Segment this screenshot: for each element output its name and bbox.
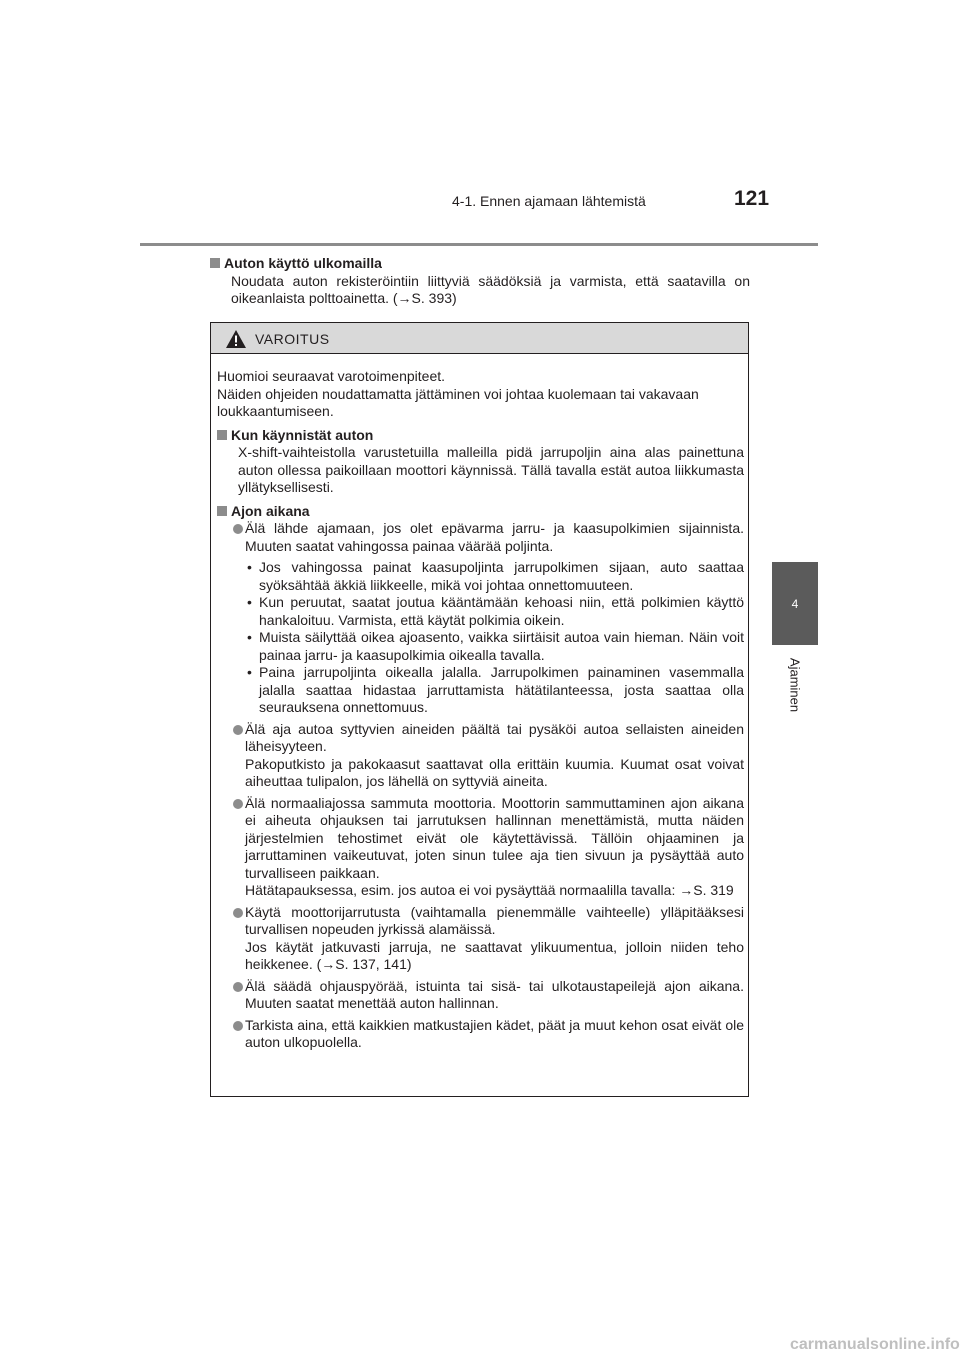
- watermark-text: carmanualsonline.info: [790, 1336, 960, 1353]
- driving-point-2: [217, 721, 744, 756]
- abroad-title: Auton käyttö ulkomailla: [224, 255, 382, 271]
- bullet-mark: •: [247, 664, 252, 680]
- warning-label: VAROITUS: [255, 331, 330, 347]
- chapter-tab[interactable]: [772, 562, 818, 645]
- start-text: X-shift-vaihteistolla varustetuilla malleilla pidä jarrupoljin aina alas painettuna auton ollessa paikoillaan moottori käynnissä. Tällä tavalla estät autoa liikkumasta yllätyksellisesti.: [238, 444, 744, 495]
- bullet-mark: •: [247, 559, 252, 575]
- chapter-number: 4: [791, 597, 799, 611]
- driving-point-4: [217, 904, 744, 939]
- driving-point-3: [217, 795, 744, 883]
- warning-body: [217, 368, 744, 1052]
- driving-point-2-text-b: Pakoputkisto ja pakokaasut saattavat olla erittäin kuumia. Kuumat osat voivat aiheuttaa tulipalon, jos lähellä on syttyviä aineita.: [245, 755, 744, 789]
- square-bullet-icon: [210, 258, 220, 268]
- driving-point-1-text: Älä lähde ajamaan, jos olet epävarma jarru- ja kaasupolkimien sijainnista. Muuten saatat vahingossa painaa väärää poljinta.: [245, 520, 744, 554]
- driving-subpoints: [217, 559, 744, 717]
- header-section-title: 4-1. Ennen ajamaan lähtemistä: [452, 193, 646, 209]
- header-rule: [140, 243, 818, 246]
- abroad-text: Noudata auton rekisteröintiin liittyviä säädöksiä ja varmista, että saatavilla on oikeanlaista polttoainetta. (→S. 393): [231, 272, 750, 306]
- driving-point-1: [217, 520, 744, 555]
- subpoint-1: [217, 559, 744, 594]
- subpoint-2: [217, 594, 744, 629]
- driving-point-2-text-a: Älä aja autoa syttyvien aineiden päältä tai pysäköi autoa sellaisten aineiden läheisyyteen.: [245, 720, 744, 754]
- subpoint-3-text: Muista säilyttää oikea ajoasento, vaikka siirtäisit autoa vain hieman. Näin voit painaa jarru- ja kaasupolkimia oikealla tavalla.: [259, 629, 744, 663]
- round-bullet-icon: [233, 799, 243, 809]
- warning-triangle-icon: [225, 329, 247, 349]
- driving-point-6-text: Tarkista aina, että kaikkien matkustajien kädet, päät ja muut kehon osat eivät ole auton ulkopuolella.: [245, 1016, 744, 1050]
- warning-header: [211, 323, 748, 354]
- subpoint-4: [217, 664, 744, 717]
- driving-point-5-text: Älä säädä ohjauspyörää, istuinta tai sisä- tai ulkotaustapeilejä ajon aikana. Muuten saatat menettää auton hallinnan.: [245, 977, 744, 1011]
- subpoint-2-text: Kun peruutat, saatat joutua kääntämään kehoasi niin, että polkimien käyttö hankaloituu. Varmista, että käytät polkimia oikein.: [259, 594, 744, 628]
- round-bullet-icon: [233, 908, 243, 918]
- abroad-section: [210, 255, 750, 308]
- page-number: 121: [734, 187, 770, 210]
- driving-heading: [217, 503, 744, 521]
- round-bullet-icon: [233, 982, 243, 992]
- driving-point-6: [217, 1017, 744, 1052]
- bullet-mark: •: [247, 629, 252, 645]
- driving-point-3-text-b: Hätätapauksessa, esim. jos autoa ei voi pysäyttää normaalilla tavalla: →S. 319: [245, 882, 734, 898]
- round-bullet-icon: [233, 524, 243, 534]
- warning-intro-2: Näiden ohjeiden noudattamatta jättäminen voi johtaa kuolemaan tai vakavaan loukkaantumiseen.: [217, 385, 699, 419]
- start-title: Kun käynnistät auton: [231, 426, 374, 443]
- driving-point-4-text-b: Jos käytät jatkuvasti jarruja, ne saattavat ylikuumentua, jolloin niiden teho heikkenee. (→S. 137, 141): [245, 938, 744, 972]
- round-bullet-icon: [233, 1021, 243, 1031]
- subpoint-4-text: Paina jarrupoljinta oikealla jalalla. Jarrupolkimen painaminen vasemmalla jalalla saattaa hidastaa jarruttamista hätätilanteessa, josta saattaa olla seurauksena onnettomuus.: [259, 664, 744, 715]
- start-heading: [217, 427, 744, 445]
- driving-point-4-text-a: Käytä moottorijarrutusta (vaihtamalla pienemmälle vaihteelle) ylläpitääksesi turvallisen nopeuden jyrkissä alamäissä.: [245, 903, 744, 937]
- chapter-title-vertical: [760, 650, 830, 720]
- warning-box: [210, 322, 749, 1097]
- bullet-mark: •: [247, 594, 252, 610]
- subpoint-3: [217, 629, 744, 664]
- warning-intro-1: Huomioi seuraavat varotoimenpiteet.: [217, 368, 446, 384]
- driving-title: Ajon aikana: [231, 502, 310, 519]
- chapter-title: Ajaminen: [787, 657, 803, 713]
- subpoint-1-text: Jos vahingossa painat kaasupoljinta jarrupolkimen sijaan, auto saattaa syöksähtää äkkiä liikkeelle, mikä voi johtaa onnettomuuteen.: [259, 559, 744, 593]
- driving-point-5: [217, 978, 744, 1013]
- square-bullet-icon: [217, 430, 227, 440]
- square-bullet-icon: [217, 506, 227, 516]
- abroad-heading: [210, 255, 750, 273]
- round-bullet-icon: [233, 725, 243, 735]
- driving-point-3-text-a: Älä normaaliajossa sammuta moottoria. Moottorin sammuttaminen ajon aikana ei aiheuta ohjauksen tai jarrutuksen hallinnan menettämistä, mutta näiden järjestelmien tehostimet eivät ole käytettävissä. Tällöin ohjaaminen ja jarruttaminen vaikeutuvat, joten sinun tulee aja tien sivuun ja pysäyttää auto turvalliseen paikkaan.: [245, 794, 744, 881]
